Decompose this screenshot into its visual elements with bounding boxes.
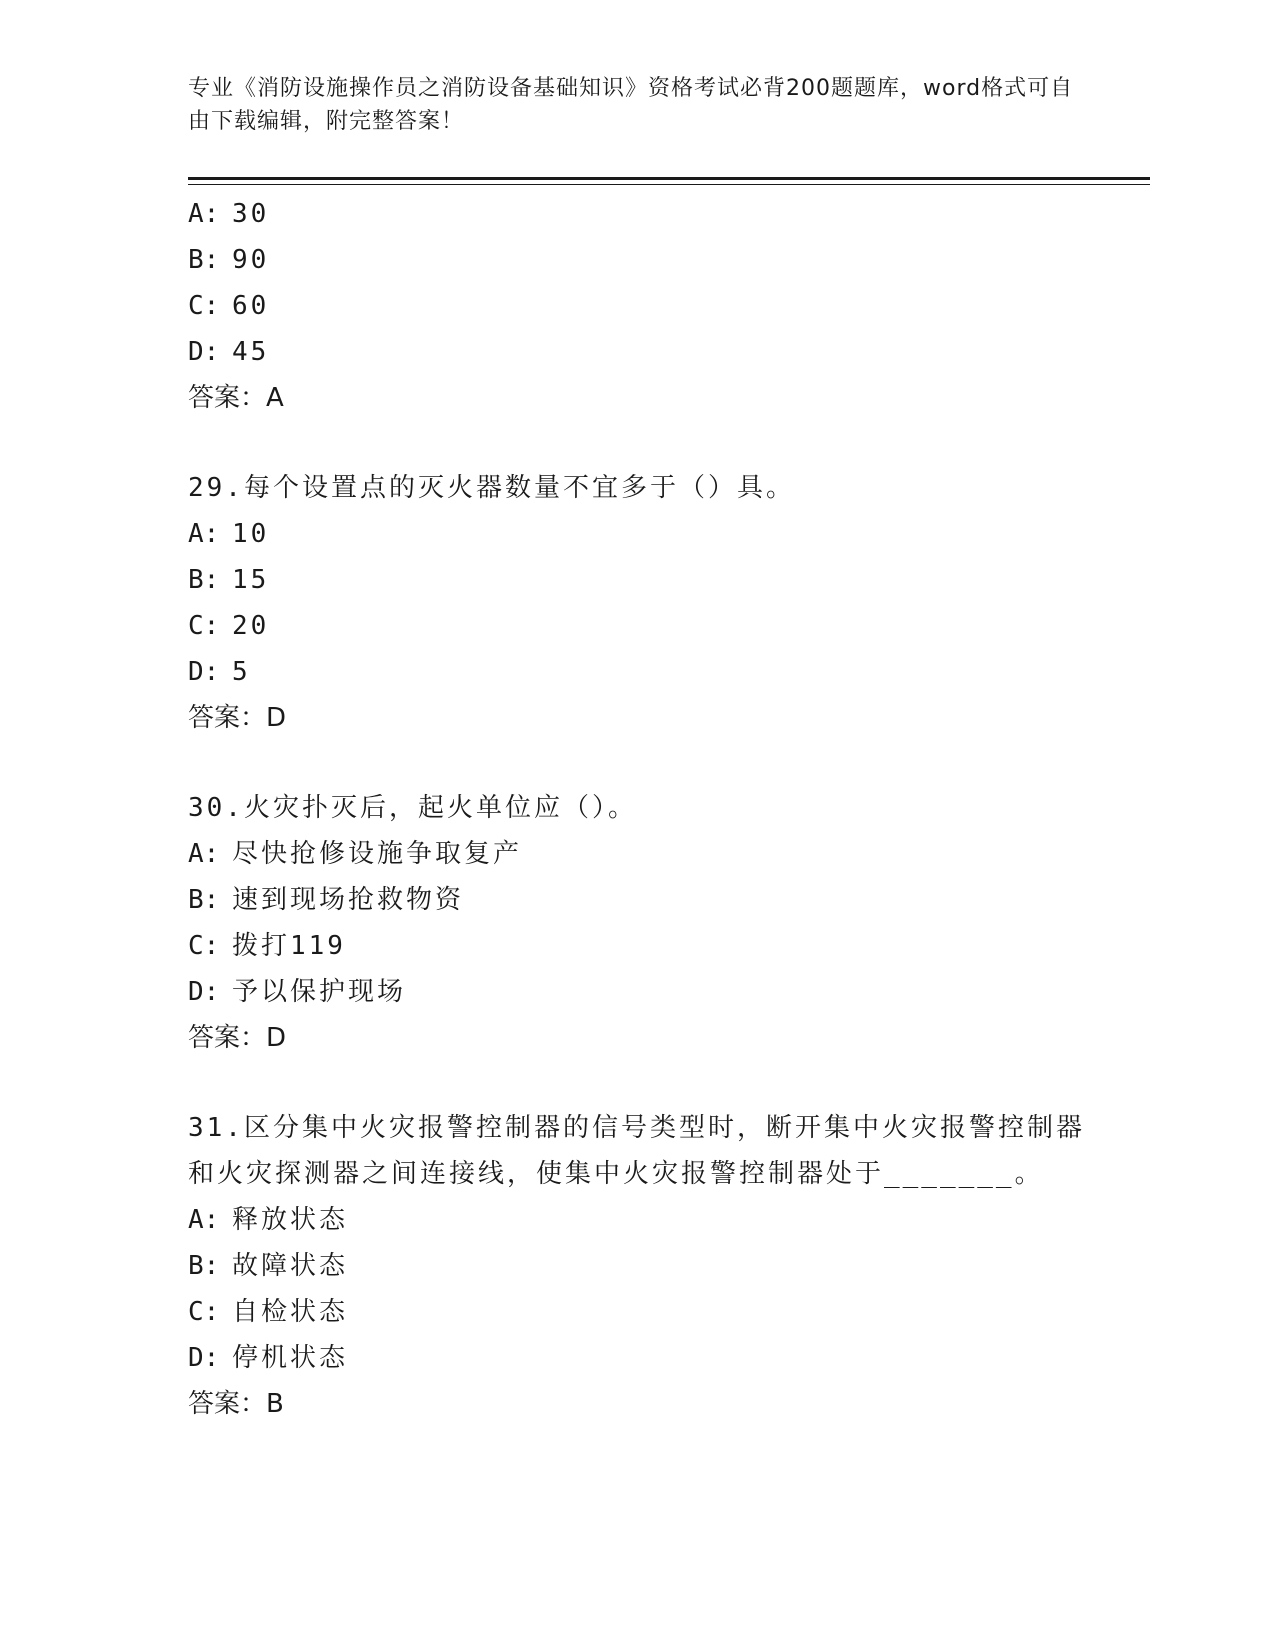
question-block-31 — [188, 1105, 1088, 1427]
option-text: 释放状态 — [232, 1205, 349, 1235]
option-label: C: — [188, 611, 220, 641]
option-text: 速到现场抢救物资 — [232, 885, 465, 915]
option-c — [188, 603, 1088, 649]
option-text: 故障状态 — [232, 1251, 349, 1281]
option-label: A: — [188, 199, 220, 229]
option-text: 10 — [232, 519, 270, 549]
option-text: 予以保护现场 — [232, 977, 407, 1007]
answer-line: 答案：D — [188, 1023, 287, 1053]
header-divider-thick — [188, 177, 1150, 180]
option-d — [188, 649, 1088, 695]
option-a — [188, 191, 1088, 237]
option-text: 5 — [232, 657, 251, 687]
option-text: 15 — [232, 565, 270, 595]
option-text: 60 — [232, 291, 270, 321]
option-label: C: — [188, 1297, 220, 1327]
option-text: 尽快抢修设施争取复产 — [232, 839, 523, 869]
option-b — [188, 877, 1088, 923]
option-text: 停机状态 — [232, 1343, 349, 1373]
option-text: 拨打119 — [232, 931, 346, 961]
option-label: D: — [188, 657, 220, 687]
header-divider-thin — [188, 184, 1150, 185]
question-block-28 — [188, 191, 1088, 421]
document-header: 专业《消防设施操作员之消防设备基础知识》资格考试必背200题题库，word格式可自由下载编辑，附完整答案！ — [188, 76, 1074, 134]
option-label: D: — [188, 337, 220, 367]
option-d — [188, 329, 1088, 375]
question-text: 29.每个设置点的灭火器数量不宜多于（）具。 — [188, 473, 795, 503]
option-text: 自检状态 — [232, 1297, 349, 1327]
option-text: 45 — [232, 337, 270, 367]
option-text: 30 — [232, 199, 270, 229]
option-label: C: — [188, 931, 220, 961]
option-a — [188, 1197, 1088, 1243]
option-label: A: — [188, 1205, 220, 1235]
question-text: 30.火灾扑灭后，起火单位应（）。 — [188, 793, 637, 823]
option-d — [188, 1335, 1088, 1381]
question-list — [188, 191, 1088, 1427]
option-c — [188, 923, 1088, 969]
option-label: B: — [188, 245, 220, 275]
option-b — [188, 557, 1088, 603]
option-b — [188, 1243, 1088, 1289]
option-label: B: — [188, 565, 220, 595]
option-label: A: — [188, 839, 220, 869]
option-b — [188, 237, 1088, 283]
option-a — [188, 511, 1088, 557]
option-label: D: — [188, 977, 220, 1007]
option-text: 20 — [232, 611, 270, 641]
option-label: C: — [188, 291, 220, 321]
option-label: D: — [188, 1343, 220, 1373]
option-c — [188, 1289, 1088, 1335]
answer-line: 答案：A — [188, 383, 284, 413]
option-c — [188, 283, 1088, 329]
question-block-30 — [188, 785, 1088, 1061]
option-d — [188, 969, 1088, 1015]
question-block-29 — [188, 465, 1088, 741]
option-label: B: — [188, 885, 220, 915]
question-text: 31.区分集中火灾报警控制器的信号类型时，断开集中火灾报警控制器和火灾探测器之间连接线，使集中火灾报警控制器处于_______。 — [188, 1113, 1085, 1189]
option-label: B: — [188, 1251, 220, 1281]
answer-line: 答案：D — [188, 703, 287, 733]
option-label: A: — [188, 519, 220, 549]
option-text: 90 — [232, 245, 270, 275]
option-a — [188, 831, 1088, 877]
answer-line: 答案：B — [188, 1389, 284, 1419]
